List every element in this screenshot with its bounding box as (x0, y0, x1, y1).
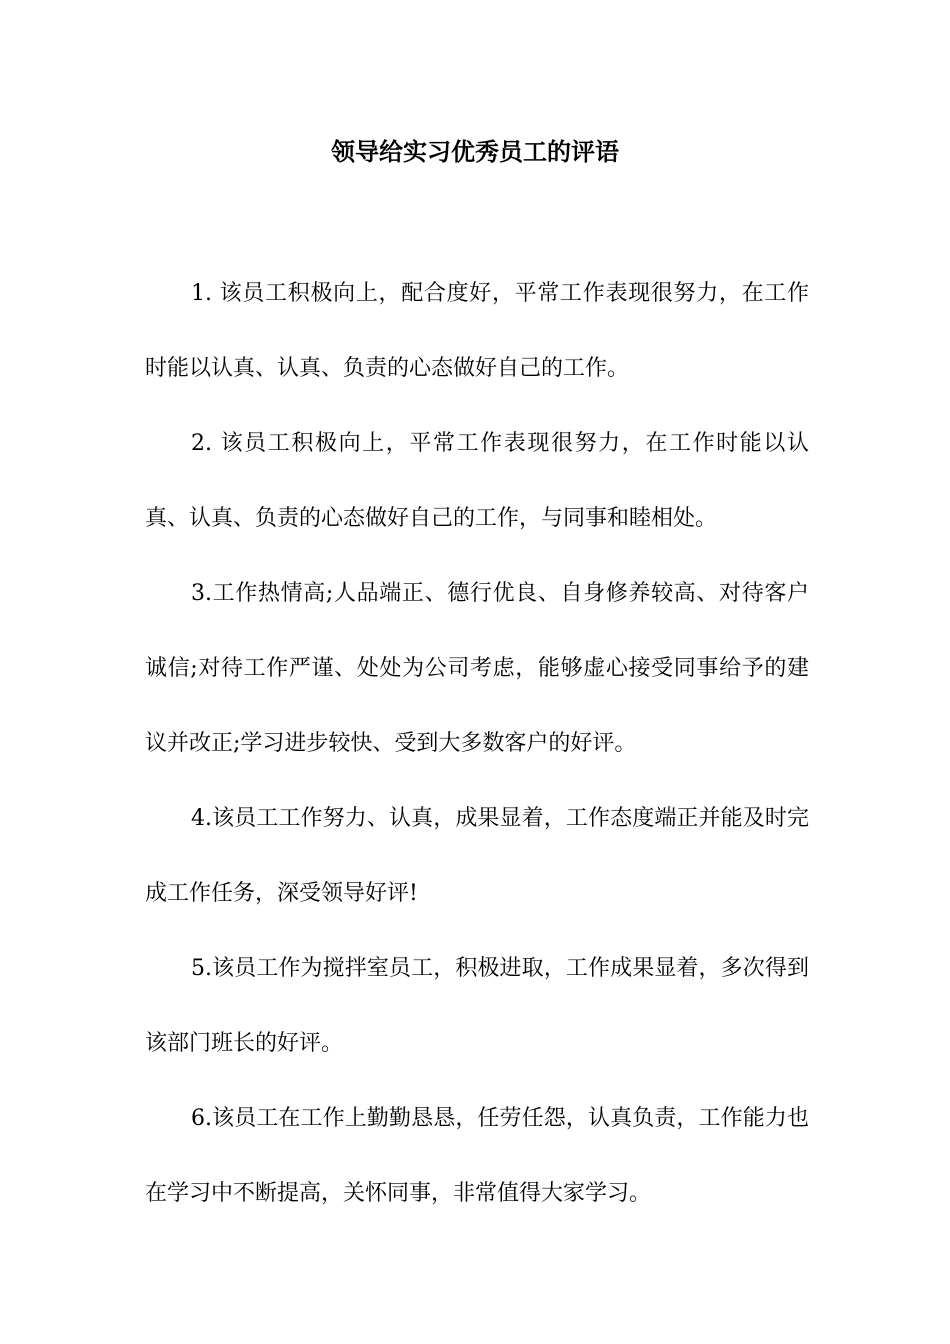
paragraph-6: 6.该员工在工作上勤勤恳恳，任劳任怨，认真负责，工作能力也在学习中不断提高，关怀同事，非常值得大家学习。 (145, 1106, 809, 1206)
paragraph-5: 5.该员工作为搅拌室员工，积极进取，工作成果显着，多次得到该部门班长的好评。 (145, 956, 809, 1056)
paragraph-4: 4.该员工工作努力、认真，成果显着，工作态度端正并能及时完成工作任务，深受领导好评! (145, 806, 809, 906)
document-title: 领导给实习优秀员工的评语 (331, 137, 619, 166)
paragraph-3: 3.工作热情高;人品端正、德行优良、自身修养较高、对待客户诚信;对待工作严谨、处处为公司考虑，能够虚心接受同事给予的建议并改正;学习进步较快、受到大多数客户的好评。 (145, 581, 809, 756)
document-body (145, 256, 809, 1231)
paragraph-1: 1. 该员工积极向上，配合度好，平常工作表现很努力，在工作时能以认真、认真、负责的心态做好自己的工作。 (145, 281, 809, 381)
paragraph-2: 2. 该员工积极向上，平常工作表现很努力，在工作时能以认真、认真、负责的心态做好自己的工作，与同事和睦相处。 (145, 431, 809, 531)
